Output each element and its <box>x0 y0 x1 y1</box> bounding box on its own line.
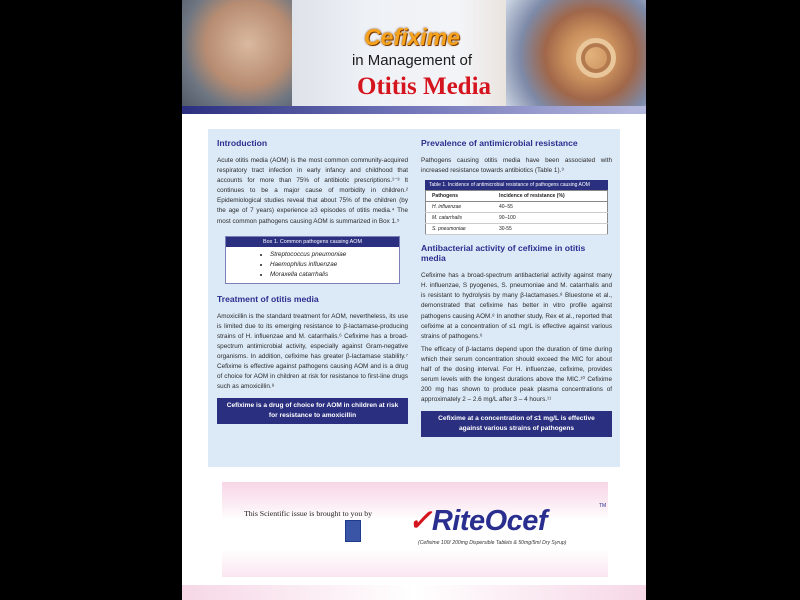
table-cell: M. catarrhalis <box>426 213 494 224</box>
cochlea-shape <box>576 38 616 78</box>
introduction-paragraph: Acute otitis media (AOM) is the most common community-acquired respiratory tract infection in early infancy and childhood that accounts for more than 75% of antibiotic prescriptions.¹⁻³ It continues to be a major cause of morbidity in children.² Epidemiological studies reveal that about 75% of the children (by the age of 7 years) experience ≥3 episodes of otitis media.⁴ The most common pathogens causing AOM is summarized in Box 1.⁵ <box>217 157 408 225</box>
box1-list <box>226 247 399 283</box>
title-subtitle: in Management of <box>351 52 473 69</box>
product-composition: (Cefixime 100/ 200mg Dispersible Tablets & 50mg/5ml Dry Syrup) <box>418 540 567 546</box>
left-column <box>217 138 408 424</box>
prevalence-paragraph: Pathogens causing otitis media have been associated with increased resistance towards antibiotics (Table 1).⁹ <box>421 157 612 175</box>
table-cell: 90–100 <box>493 213 607 224</box>
brand-ocef: Ocef <box>484 505 548 537</box>
table-cell: H. influenzae <box>426 202 494 213</box>
table-header-row <box>426 191 608 202</box>
antibacterial-paragraph-2: The efficacy of β-lactams depend upon the duration of time during which their serum concentration should exceed the MIC for about half of the dosing interval. For H. influenzae, cefixime, provides serum levels with the longest durations above the MIC.¹⁰ Cefixime 200 mg has shown to produce peak plasma concentrations of approximately 2 – 2.6 mg/L after 3 – 4 hours.¹¹ <box>421 345 612 404</box>
table-cell: S. pneumoniae <box>426 224 494 235</box>
document-page <box>182 0 646 600</box>
treatment-callout: Cefixime is a drug of choice for AOM in children at risk for resistance to amoxicillin <box>217 398 408 424</box>
resistance-table <box>425 180 608 235</box>
treatment-paragraph: Amoxicillin is the standard treatment for AOM, nevertheless, its use is limited due to its emerging resistance to β-lactamase-producing strains of H. influenzae and M. catarrhalis.⁶ Cefixime has a broad-spectrum antimicrobial activity, especially against Gram-negative organisms. In addition, cefixime has greater β-lactamase stability.⁷ Cefixime is effective against pathogens causing AOM and is a drug of choice for AOM in children at risk for resistance to first-line drugs such as amoxicillin.⁸ <box>217 312 408 391</box>
title-otitis-media: Otitis Media <box>357 73 492 100</box>
title-cefixime: Cefixime <box>364 24 460 50</box>
antibacterial-callout: Cefixime at a concentration of ≤1 mg/L is effective against various strains of pathogens <box>421 411 612 437</box>
antibacterial-heading: Antibacterial activity of cefixime in otitis media <box>421 243 586 264</box>
ear-anatomy-image <box>506 0 646 110</box>
sponsor-text: This Scientific issue is brought to you by <box>244 509 372 518</box>
company-logo <box>345 520 361 542</box>
table-cell: 30-55 <box>493 224 607 235</box>
table-caption: Table 1. Incidence of antimicrobial resistance of pathogens causing AOM <box>425 180 608 190</box>
prevalence-heading: Prevalence of antimicrobial resistance <box>421 138 578 148</box>
listening-man-image <box>182 0 292 110</box>
box1-pathogens <box>225 236 400 284</box>
antibacterial-paragraph-1: Cefixime has a broad-spectrum antibacterial activity against many H. influenzae, S pyogenes, S. pneumoniae and M. catarrhalis and is resistant to hydrolysis by many β-lactamases.⁸ Bluestone et al., demonstrated that cefixime has better in vitro profile against pathogens causing AOM.⁸ In another study, Rex et al., reported that cefixime at a concentration of ≤1 mg/L is effective against various strains of pathogens.⁶ <box>421 272 612 340</box>
table-cell: 40–55 <box>493 202 607 213</box>
box1-item: • Haemophilus influenzae <box>270 260 399 270</box>
table-row <box>426 224 608 235</box>
footer-stripe <box>182 585 646 600</box>
box1-item: • Streptococcus pneumoniae <box>270 250 399 260</box>
content-panel <box>208 129 620 467</box>
sponsor-advert <box>222 482 608 577</box>
table-header-cell: Incidence of resistance (%) <box>493 191 607 202</box>
table-row <box>426 213 608 224</box>
table-header-cell: Pathogens <box>426 191 494 202</box>
right-column <box>421 138 612 437</box>
brand-rite: Rite <box>431 505 485 537</box>
trademark-mark: TM <box>599 503 607 509</box>
table-row <box>426 202 608 213</box>
checkmark-icon: ✓ <box>408 505 432 537</box>
introduction-heading: Introduction <box>217 138 268 148</box>
treatment-heading: Treatment of otitis media <box>217 293 319 304</box>
header-banner <box>182 0 646 110</box>
brand-logo <box>408 503 547 538</box>
banner-stripe <box>182 106 646 114</box>
box1-item: • Moraxella catarrhalis <box>270 270 399 280</box>
box1-heading: Box 1. Common pathogens causing AOM <box>226 237 399 247</box>
